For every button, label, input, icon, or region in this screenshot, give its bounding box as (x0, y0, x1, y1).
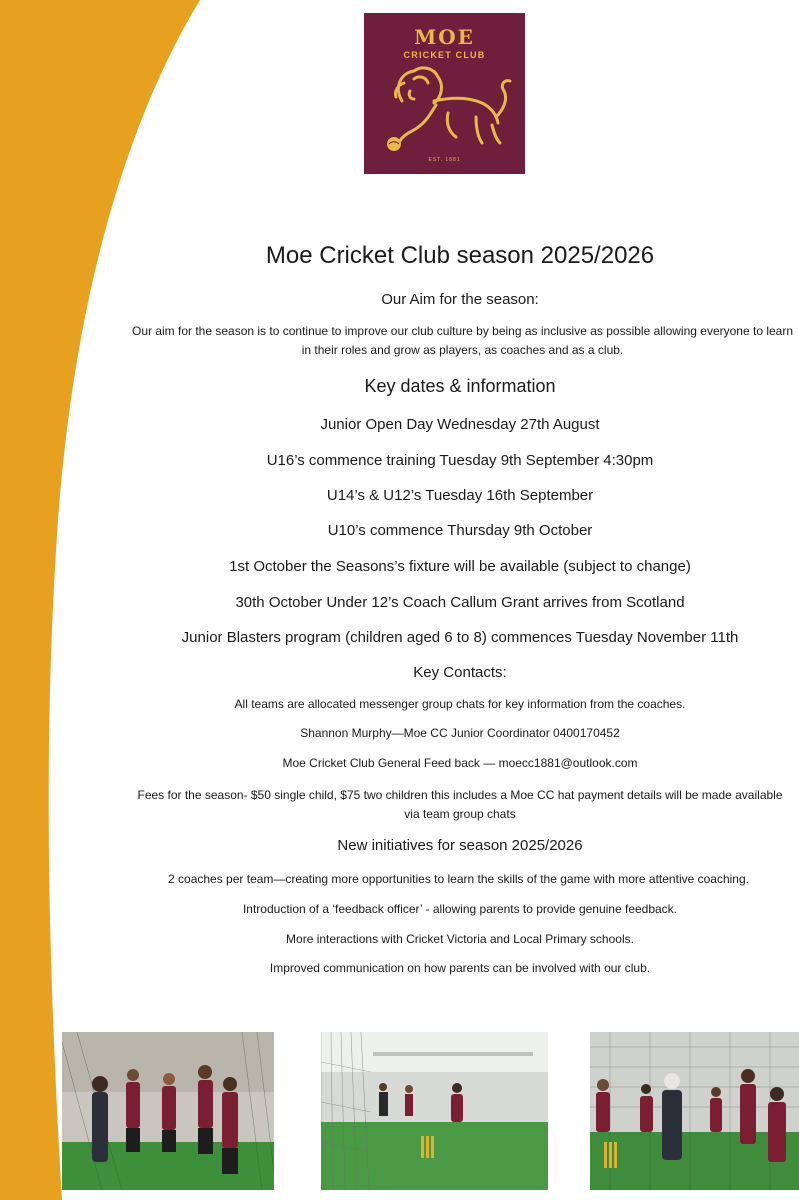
fees-text: Fees for the season- $50 single child, $75 two children this includes a Moe CC hat payment details will be made available via team group chats (137, 788, 783, 821)
initiative-item: Improved communication on how parents can be involved with our club. (269, 961, 651, 975)
key-dates-heading: Key dates & information (364, 376, 556, 396)
key-date-item: Junior Blasters program (children aged 6 to 8) commences Tuesday November 11th (181, 629, 739, 646)
aim-heading: Our Aim for the season: (381, 291, 539, 308)
initiative-item: Introduction of a ‘feedback officer’ - allowing parents to provide genuine feedback. (242, 902, 678, 916)
logo-established: EST. 1881 (428, 157, 461, 163)
key-date-item: U10’s commence Thursday 9th October (327, 522, 593, 539)
training-photo-1 (62, 1032, 274, 1190)
logo-subtitle: CRICKET CLUB (403, 50, 486, 60)
contact-item: Shannon Murphy—Moe CC Junior Coordinator 0400170452 (300, 726, 620, 740)
key-date-item: 30th October Under 12’s Coach Callum Grant arrives from Scotland (235, 594, 685, 611)
key-date-item: 1st October the Seasons’s fixture will be available (subject to change) (229, 558, 691, 575)
initiatives-heading: New initiatives for season 2025/2026 (337, 837, 583, 854)
initiative-item: More interactions with Cricket Victoria and Local Primary schools. (286, 932, 634, 946)
contact-item: All teams are allocated messenger group chats for key information from the coaches. (234, 697, 686, 711)
contact-item: Moe Cricket Club General Feed back — moecc1881@outlook.com (282, 756, 638, 770)
contacts-heading: Key Contacts: (413, 664, 507, 681)
training-photo-2 (321, 1032, 548, 1190)
key-date-item: Junior Open Day Wednesday 27th August (320, 416, 600, 433)
key-date-item: U14’s & U12’s Tuesday 16th September (326, 487, 594, 504)
club-logo (364, 13, 525, 174)
initiative-item: 2 coaches per team—creating more opportunities to learn the skills of the game with more attentive coaching. (168, 872, 749, 886)
logo-title: MOE (414, 25, 475, 49)
training-photo-3 (590, 1032, 799, 1190)
aim-text: Our aim for the season is to continue to improve our club culture by being as inclusive as possible allowing everyone to learn in their roles and grow as players, as coaches and as a club. (131, 324, 794, 357)
key-date-item: U16’s commence training Tuesday 9th September 4:30pm (266, 452, 654, 469)
page-title: Moe Cricket Club season 2025/2026 (265, 242, 655, 269)
